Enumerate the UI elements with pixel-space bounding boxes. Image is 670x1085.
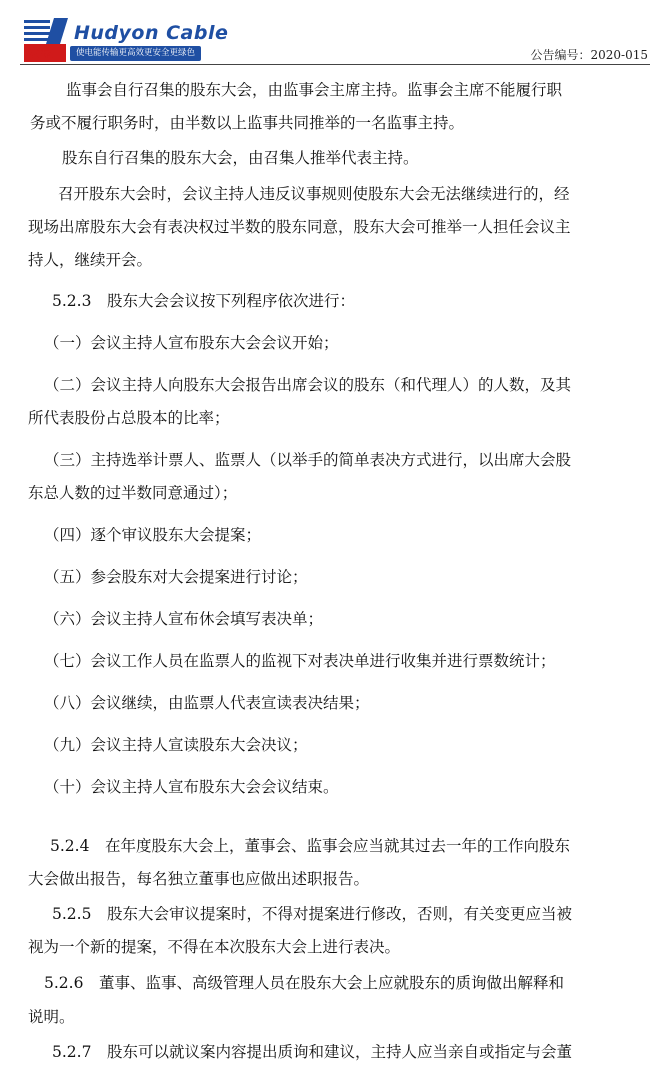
section-paragraph: 视为一个新的提案，不得在本次股东大会上进行表决。 — [28, 938, 401, 956]
paragraph-line: 现场出席股东大会有表决权过半数的股东同意，股东大会可推举一人担任会议主 — [28, 218, 571, 236]
procedure-item: （六）会议主持人宣布休会填写表决单； — [44, 610, 324, 628]
procedure-item: （十）会议主持人宣布股东大会会议结束。 — [44, 778, 339, 796]
procedure-item: （七）会议工作人员在监票人的监视下对表决单进行收集并进行票数统计； — [44, 652, 556, 670]
procedure-item: （九）会议主持人宣读股东大会决议； — [44, 736, 308, 754]
paragraph-line: 务或不履行职务时，由半数以上监事共同推举的一名监事主持。 — [30, 114, 465, 132]
procedure-item: （一）会议主持人宣布股东大会会议开始； — [44, 334, 339, 352]
logo-brand-text: Hudyon Cable — [74, 22, 229, 44]
header-divider — [20, 64, 650, 65]
procedure-item: （四）逐个审议股东大会提案； — [44, 526, 262, 544]
paragraph-line: 持人，继续开会。 — [28, 251, 153, 269]
section-paragraph: 说明。 — [28, 1008, 75, 1026]
procedure-item: （五）参会股东对大会提案进行讨论； — [44, 568, 308, 586]
section-paragraph: 5.2.4 在年度股东大会上，董事会、监事会应当就其过去一年的工作向股东 — [50, 837, 570, 855]
logo-chinese-text: 安徽 — [28, 46, 55, 60]
section-paragraph: 大会做出报告，每名独立董事也应做出述职报告。 — [28, 870, 370, 888]
logo-slogan: 使电能传输更高效更安全更绿色 — [70, 46, 201, 61]
procedure-item: （八）会议继续，由监票人代表宣读表决结果； — [44, 694, 370, 712]
section-paragraph: 5.2.5 股东大会审议提案时，不得对提案进行修改，否则，有关变更应当被 — [52, 905, 572, 923]
section-paragraph: 5.2.7 股东可以就议案内容提出质询和建议，主持人应当亲自或指定与会董 — [52, 1043, 572, 1061]
paragraph-line: 监事会自行召集的股东大会，由监事会主席主持。监事会主席不能履行职 — [66, 81, 563, 99]
procedure-item: 所代表股份占总股本的比率； — [28, 409, 230, 427]
section-heading: 5.2.3 股东大会会议按下列程序依次进行： — [52, 292, 355, 310]
section-paragraph: 5.2.6 董事、监事、高级管理人员在股东大会上应就股东的质询做出解释和 — [44, 974, 564, 992]
procedure-item: 东总人数的过半数同意通过）； — [28, 484, 238, 502]
paragraph-line: 召开股东大会时，会议主持人违反议事规则使股东大会无法继续进行的，经 — [58, 185, 570, 203]
paragraph-line: 股东自行召集的股东大会，由召集人推举代表主持。 — [62, 149, 419, 167]
procedure-item: （二）会议主持人向股东大会报告出席会议的股东（和代理人）的人数，及其 — [44, 376, 572, 394]
page-header — [0, 0, 670, 68]
procedure-item: （三）主持选举计票人、监票人（以举手的简单表决方式进行，以出席大会股 — [44, 451, 572, 469]
notice-number: 公告编号：2020-015 — [530, 48, 648, 62]
